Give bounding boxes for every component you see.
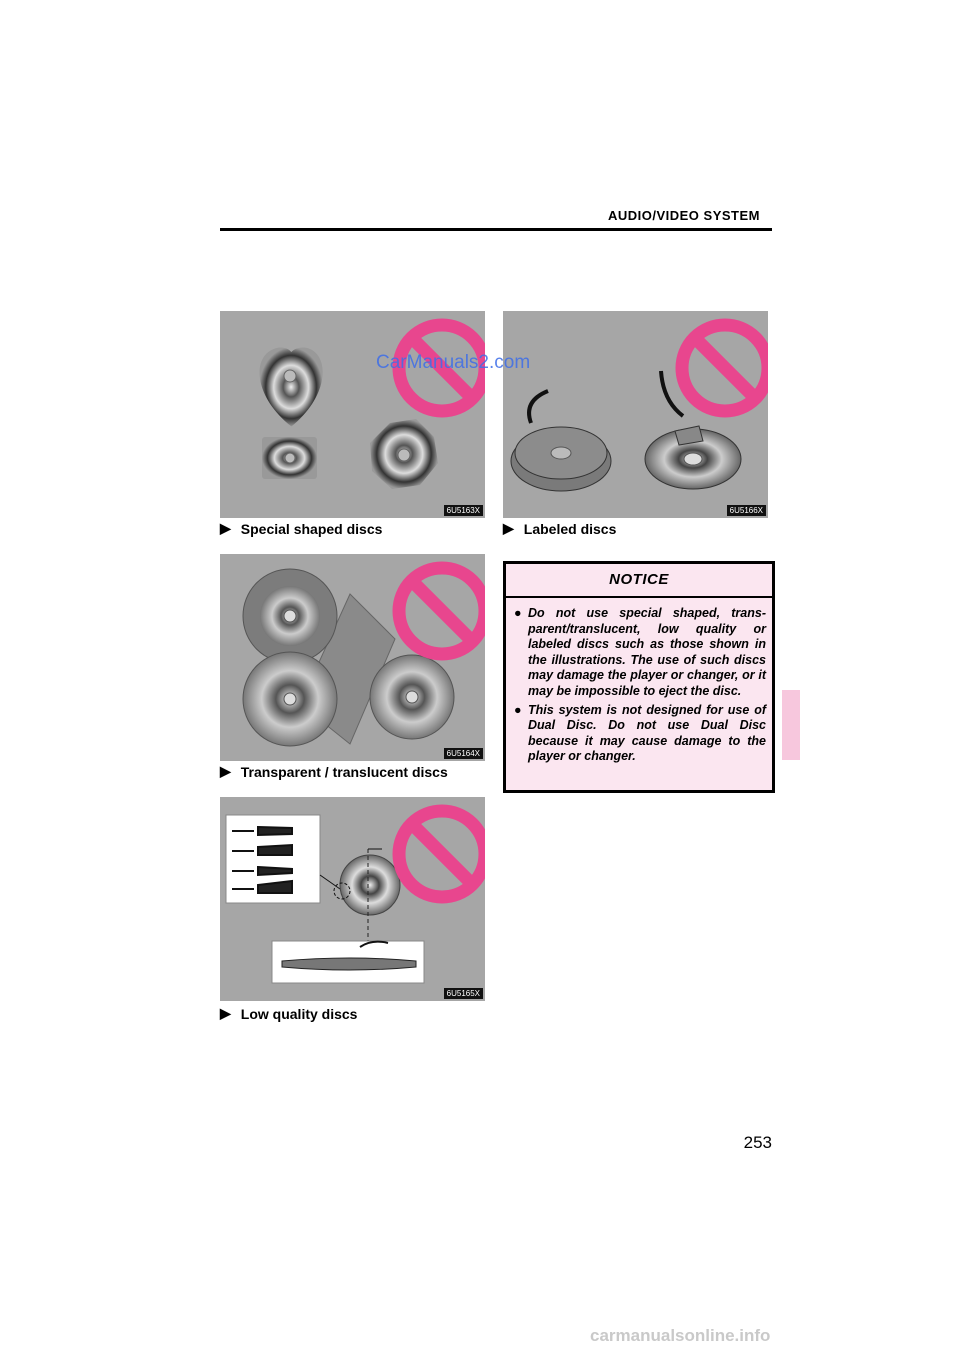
chapter-tab xyxy=(782,690,800,760)
caption-arrow-icon: ▶ xyxy=(220,1005,231,1021)
caption-text: Low quality discs xyxy=(240,1005,358,1022)
bullet-icon: ● xyxy=(514,606,522,620)
figure-caption xyxy=(220,1005,357,1022)
figure-caption xyxy=(503,520,616,537)
notice-item-text: Do not use special shaped, trans-parent/translucent, low quality or labeled discs such as those shown in the illustrations. The use of such discs may damage the player or changer, or it may be impossible to eject the disc. xyxy=(528,606,766,698)
figure-code: 6U5165X xyxy=(444,988,483,999)
caption-text: Special shaped discs xyxy=(240,520,383,537)
page-number: 253 xyxy=(743,1133,772,1152)
caption-arrow-icon: ▶ xyxy=(220,520,231,536)
header-rule xyxy=(220,228,772,231)
figure-code: 6U5163X xyxy=(444,505,483,516)
notice-item xyxy=(514,606,766,700)
heart-disc xyxy=(260,348,323,427)
caption-text: Transparent / translucent discs xyxy=(240,763,448,780)
section-title: AUDIO/VIDEO SYSTEM xyxy=(607,208,760,223)
figure-caption xyxy=(220,763,448,780)
notice-heading: NOTICE xyxy=(609,571,669,588)
caption-arrow-icon: ▶ xyxy=(220,763,231,779)
figure-transparent-discs xyxy=(220,554,485,761)
notice-body xyxy=(514,606,766,768)
figure-labeled-discs xyxy=(503,311,768,518)
notice-divider xyxy=(506,596,772,598)
notice-box xyxy=(503,561,775,793)
notice-item-text: This system is not designed for use of Dual Disc. Do not use Dual Disc because it may cause damage to the player or changer. xyxy=(528,702,766,764)
footer-watermark: carmanualsonline.info xyxy=(590,1326,771,1345)
figure-special-shaped-discs xyxy=(220,311,485,518)
low-quality-disc xyxy=(340,855,400,915)
figure-caption xyxy=(220,520,382,537)
watermark: CarManuals2.com xyxy=(376,352,531,373)
figure-low-quality-discs xyxy=(220,797,485,1001)
caption-arrow-icon: ▶ xyxy=(503,520,514,536)
notice-item xyxy=(514,703,766,765)
figure-code: 6U5164X xyxy=(444,748,483,759)
caption-text: Labeled discs xyxy=(523,520,617,537)
bullet-icon: ● xyxy=(514,702,522,717)
figure-code: 6U5166X xyxy=(727,505,766,516)
